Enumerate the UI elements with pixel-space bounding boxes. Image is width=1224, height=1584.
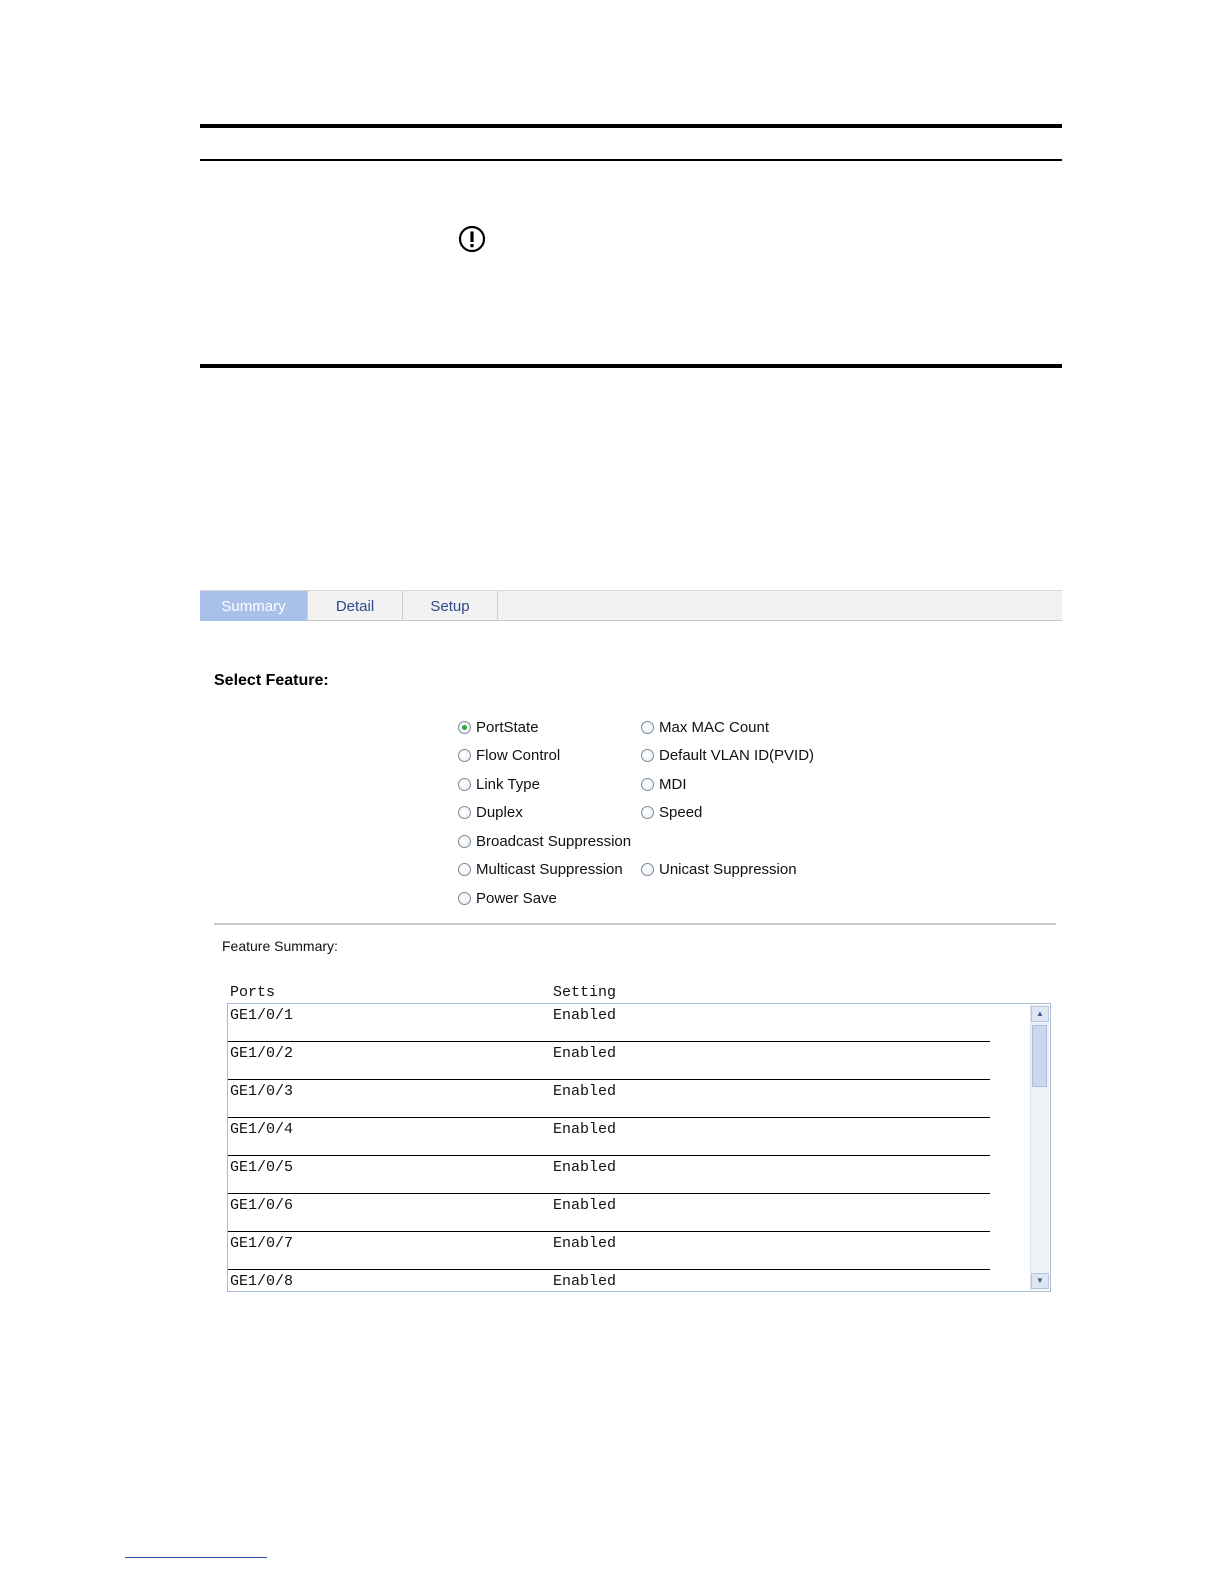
feature-radio-power-save[interactable]: [458, 888, 557, 908]
column-header-ports: Ports: [230, 984, 276, 1001]
radio-label: PortState: [476, 718, 539, 736]
radio-label: Link Type: [476, 775, 540, 793]
setting-cell: Enabled: [553, 1197, 617, 1214]
feature-radio-max-mac-count[interactable]: [641, 717, 769, 737]
feature-radio-portstate[interactable]: [458, 717, 539, 737]
radio-label: Power Save: [476, 889, 557, 907]
table-row[interactable]: [228, 1270, 990, 1292]
radio-label: Multicast Suppression: [476, 860, 623, 878]
port-cell: GE1/0/8: [230, 1273, 294, 1290]
tab-bar: [200, 590, 1062, 621]
feature-radio-link-type[interactable]: [458, 774, 540, 794]
setting-cell: Enabled: [553, 1121, 617, 1138]
tab-setup[interactable]: Setup: [403, 591, 498, 621]
caution-top-rule: [200, 124, 1062, 128]
radio-button[interactable]: [458, 806, 471, 819]
port-cell: GE1/0/1: [230, 1007, 294, 1024]
caution-icon: [458, 225, 486, 253]
setting-cell: Enabled: [553, 1045, 617, 1062]
radio-button[interactable]: [458, 721, 471, 734]
table-row[interactable]: [228, 1042, 990, 1080]
scroll-thumb[interactable]: [1032, 1025, 1047, 1087]
table-row[interactable]: [228, 1118, 990, 1156]
setting-cell: Enabled: [553, 1273, 617, 1290]
section-divider: [214, 923, 1056, 925]
radio-button[interactable]: [641, 863, 654, 876]
radio-button[interactable]: [458, 778, 471, 791]
scroll-up-icon[interactable]: ▲: [1031, 1006, 1049, 1022]
scroll-down-icon[interactable]: ▼: [1031, 1273, 1049, 1289]
feature-radio-flow-control[interactable]: [458, 745, 560, 765]
radio-label: MDI: [659, 775, 687, 793]
feature-summary-list[interactable]: [227, 1003, 1051, 1292]
vertical-scrollbar[interactable]: [1030, 1005, 1049, 1290]
table-row[interactable]: [228, 1156, 990, 1194]
port-cell: GE1/0/4: [230, 1121, 294, 1138]
feature-radio-speed[interactable]: [641, 802, 702, 822]
radio-label: Broadcast Suppression: [476, 832, 632, 850]
radio-button[interactable]: [641, 778, 654, 791]
port-cell: GE1/0/3: [230, 1083, 294, 1100]
select-feature-label: Select Feature:: [214, 672, 329, 689]
port-cell: GE1/0/7: [230, 1235, 294, 1252]
table-row[interactable]: [228, 1080, 990, 1118]
port-cell: GE1/0/5: [230, 1159, 294, 1176]
radio-button[interactable]: [458, 863, 471, 876]
radio-label: Default VLAN ID(PVID): [659, 746, 815, 764]
port-cell: GE1/0/2: [230, 1045, 294, 1062]
setting-cell: Enabled: [553, 1159, 617, 1176]
feature-radio-multicast-suppression[interactable]: [458, 859, 623, 879]
radio-button[interactable]: [458, 835, 471, 848]
radio-label: Duplex: [476, 803, 523, 821]
table-row[interactable]: [228, 1232, 990, 1270]
feature-radio-broadcast-suppression[interactable]: [458, 831, 631, 851]
tab-summary[interactable]: Summary: [200, 591, 308, 621]
radio-label: Speed: [659, 803, 703, 821]
footer-link-underline: [125, 1557, 267, 1558]
radio-label: Max MAC Count: [659, 718, 770, 736]
setting-cell: Enabled: [553, 1083, 617, 1100]
radio-button[interactable]: [641, 806, 654, 819]
feature-radio-duplex[interactable]: [458, 802, 523, 822]
feature-radio-unicast-suppression[interactable]: [641, 859, 797, 879]
radio-button[interactable]: [458, 892, 471, 905]
setting-cell: Enabled: [553, 1235, 617, 1252]
radio-label: Unicast Suppression: [659, 860, 797, 878]
feature-summary-label: Feature Summary:: [222, 938, 338, 954]
radio-button[interactable]: [458, 749, 471, 762]
table-row[interactable]: [228, 1004, 990, 1042]
column-header-setting: Setting: [553, 984, 617, 1001]
setting-cell: Enabled: [553, 1007, 617, 1024]
feature-radio-default-vlan-id-pvid[interactable]: [641, 745, 814, 765]
caution-bottom-rule: [200, 364, 1062, 368]
radio-button[interactable]: [641, 721, 654, 734]
feature-radio-mdi[interactable]: [641, 774, 687, 794]
table-row[interactable]: [228, 1194, 990, 1232]
port-cell: GE1/0/6: [230, 1197, 294, 1214]
radio-label: Flow Control: [476, 746, 561, 764]
radio-button[interactable]: [641, 749, 654, 762]
tab-detail[interactable]: Detail: [308, 591, 403, 621]
caution-header-rule: [200, 159, 1062, 161]
